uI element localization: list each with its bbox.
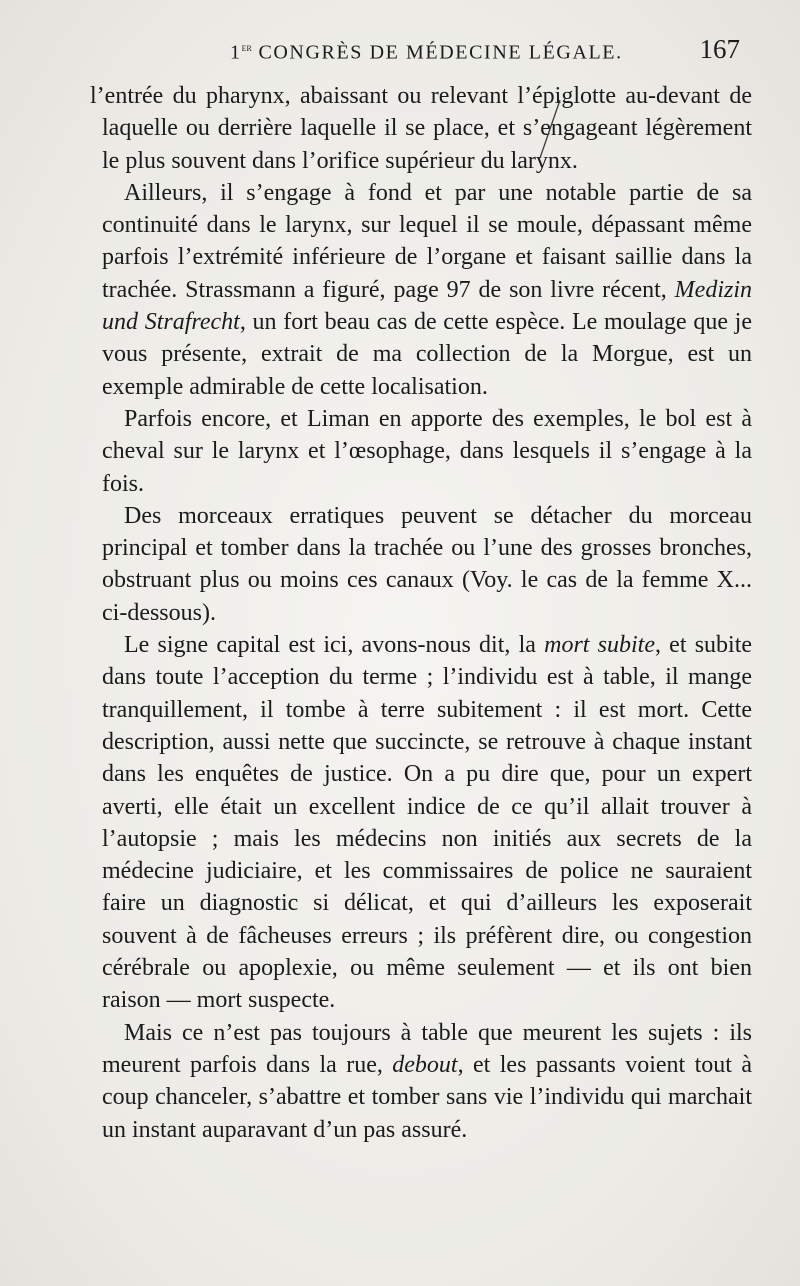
paragraph-text: , et subite dans toute l’acception du terme ; l’individu est à table, il mange tranquillement, il tombe à terre subitement : il est mort. Cette description, aussi nette que succincte, se retrouve à chaque instant dans les enquêtes de justice. On a pu dire que, pour un expert averti, elle était un excellent indice de ce qu’il allait trouver à l’autopsie ; mais les médecins non initiés aux secrets de la médecine judiciaire, et les commissaires de police ne sauraient faire un diagnostic si délicat, et qui d’ailleurs les exposerait souvent à de fâcheuses erreurs ; ils préfèrent dire, ou congestion cérébrale ou apoplexie, ou même seulement — et ils ont bien raison — mort suspecte. bbox=[102, 632, 753, 1014]
body-text bbox=[90, 80, 753, 1146]
paragraph-signe-capital bbox=[102, 629, 752, 1017]
paragraph-larynx bbox=[102, 177, 752, 403]
paragraph-text: Parfois encore, et Liman en apporte des exemples, le bol est à cheval sur le larynx et l’œsophage, dans lesquels il s’engage à la fois. bbox=[102, 405, 752, 497]
page-number: 167 bbox=[699, 34, 740, 64]
paragraph-cheval bbox=[102, 403, 752, 500]
paragraph-text: Des morceaux erratiques peuvent se détacher du morceau principal et tomber dans la trachée ou l’une des grosses bronches, obstruant plus ou moins ces canaux (Voy. le cas de la femme X... ci-dessous). bbox=[102, 502, 752, 626]
paragraph-text: Ailleurs, il s’engage à fond et par une notable partie de sa continuité dans le larynx, sur lequel il se moule, dépassant même parfois l’extrémité inférieure de l’organe et faisant saillie dans la trachée. Strassmann a figuré, page 97 de son livre récent, bbox=[102, 179, 752, 303]
running-title-text: CONGRÈS DE MÉDECINE LÉGALE. bbox=[251, 41, 623, 64]
running-title bbox=[230, 40, 623, 65]
running-title-ordinal-suffix: er bbox=[241, 40, 252, 54]
paragraph-text: , un fort beau cas de cette espèce. Le moulage que je vous présente, extrait de ma collection de la Morgue, est un exemple admirable de cette localisation. bbox=[102, 309, 752, 400]
paragraph-text: Mais ce n’est pas toujours à table que meurent les sujets : ils meurent parfois dans la rue, bbox=[102, 1019, 752, 1078]
italic-text: mort subite bbox=[544, 632, 655, 659]
running-title-ordinal: 1 bbox=[230, 41, 242, 64]
paragraph-rue bbox=[102, 1017, 752, 1146]
page-header bbox=[230, 34, 740, 70]
paragraph-text: Le signe capital est ici, avons-nous dit, la bbox=[124, 632, 545, 659]
italic-text: Medizin und Strafrecht bbox=[102, 276, 752, 336]
paragraph-text: l’entrée du pharynx, abaissant ou relevant l’épiglotte au-devant de laquelle ou derrière laquelle il se place, et s’engageant légèrement le plus souvent dans l’orifice supérieur du larynx. bbox=[90, 83, 752, 174]
paragraph-erratiques bbox=[102, 500, 752, 629]
italic-text: debout bbox=[392, 1051, 458, 1078]
pencil-mark bbox=[530, 96, 570, 168]
paragraph-text: , et les passants voient tout à coup chanceler, s’abattre et tomber sans vie l’individu qui marchait un instant auparavant d’un pas assuré. bbox=[102, 1051, 753, 1143]
paragraph-continuation bbox=[90, 80, 752, 177]
